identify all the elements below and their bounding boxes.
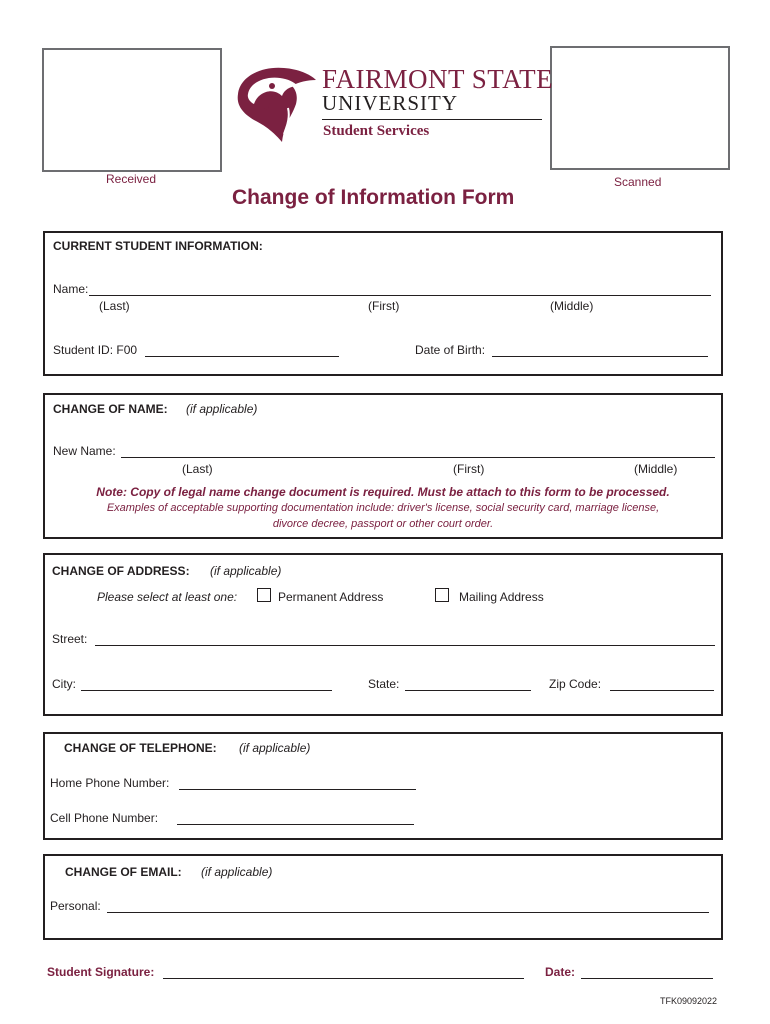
name-change-applicable: (if applicable) (186, 402, 258, 416)
scanned-stamp-box (550, 46, 730, 170)
student-id-label: Student ID: F00 (53, 343, 138, 357)
new-name-label: New Name: (53, 444, 116, 458)
name-label: Name: (53, 282, 89, 296)
student-signature-label: Student Signature: (47, 965, 155, 979)
home-phone-field[interactable] (179, 789, 416, 790)
name-change-section (43, 393, 723, 539)
state-field[interactable] (405, 690, 531, 691)
address-select-prompt: Please select at least one: (97, 590, 238, 604)
home-phone-label: Home Phone Number: (50, 776, 170, 790)
received-label: Received (106, 172, 157, 186)
cell-phone-field[interactable] (177, 824, 414, 825)
dob-label: Date of Birth: (415, 343, 486, 357)
new-middle-name-caption: (Middle) (634, 462, 678, 476)
form-title: Change of Information Form (232, 186, 515, 209)
signature-date-label: Date: (545, 965, 576, 979)
permanent-address-checkbox[interactable] (257, 588, 271, 602)
scanned-label: Scanned (614, 175, 662, 189)
name-field[interactable] (89, 295, 711, 296)
new-first-name-caption: (First) (453, 462, 485, 476)
personal-email-field[interactable] (107, 912, 709, 913)
street-field[interactable] (95, 645, 715, 646)
city-label: City: (52, 677, 76, 691)
address-change-heading: CHANGE OF ADDRESS: (52, 564, 190, 578)
first-name-caption: (First) (368, 299, 400, 313)
logo-divider (322, 119, 542, 120)
email-change-applicable: (if applicable) (201, 865, 273, 879)
state-label: State: (368, 677, 400, 691)
received-stamp-box (42, 48, 222, 172)
form-code: TFK09092022 (660, 996, 718, 1006)
logo-department: Student Services (323, 123, 430, 139)
telephone-change-section (43, 732, 723, 840)
examples-line-1: Examples of acceptable supporting documentation include: driver's license, social security card, marriage license, (106, 502, 660, 514)
mailing-address-checkbox[interactable] (435, 588, 449, 602)
logo-university-word: UNIVERSITY (322, 91, 458, 115)
current-info-section (43, 231, 723, 376)
address-change-applicable: (if applicable) (210, 564, 282, 578)
new-name-field[interactable] (121, 457, 715, 458)
telephone-change-heading: CHANGE OF TELEPHONE: (64, 741, 217, 755)
zip-code-label: Zip Code: (549, 677, 602, 691)
legal-document-note: Note: Copy of legal name change document is required. Must be attach to this form to be processed. (96, 485, 670, 499)
city-field[interactable] (81, 690, 332, 691)
examples-line-2: divorce decree, passport or other court order. (272, 518, 494, 530)
cell-phone-label: Cell Phone Number: (50, 811, 159, 825)
falcon-head-icon (232, 64, 320, 144)
permanent-address-label: Permanent Address (278, 590, 384, 604)
name-change-heading: CHANGE OF NAME: (53, 402, 168, 416)
personal-email-label: Personal: (50, 899, 101, 913)
student-signature-field[interactable] (163, 978, 524, 979)
student-id-field[interactable] (145, 356, 339, 357)
new-last-name-caption: (Last) (182, 462, 213, 476)
middle-name-caption: (Middle) (550, 299, 594, 313)
email-change-heading: CHANGE OF EMAIL: (65, 865, 182, 879)
current-info-heading: CURRENT STUDENT INFORMATION: (53, 239, 263, 253)
address-change-section (43, 553, 723, 716)
signature-date-field[interactable] (581, 978, 713, 979)
mailing-address-label: Mailing Address (459, 590, 544, 604)
last-name-caption: (Last) (99, 299, 130, 313)
zip-code-field[interactable] (610, 690, 714, 691)
logo-university-name: FAIRMONT STATE (322, 64, 554, 94)
street-label: Street: (52, 632, 88, 646)
telephone-change-applicable: (if applicable) (239, 741, 311, 755)
email-change-section (43, 854, 723, 940)
dob-field[interactable] (492, 356, 708, 357)
